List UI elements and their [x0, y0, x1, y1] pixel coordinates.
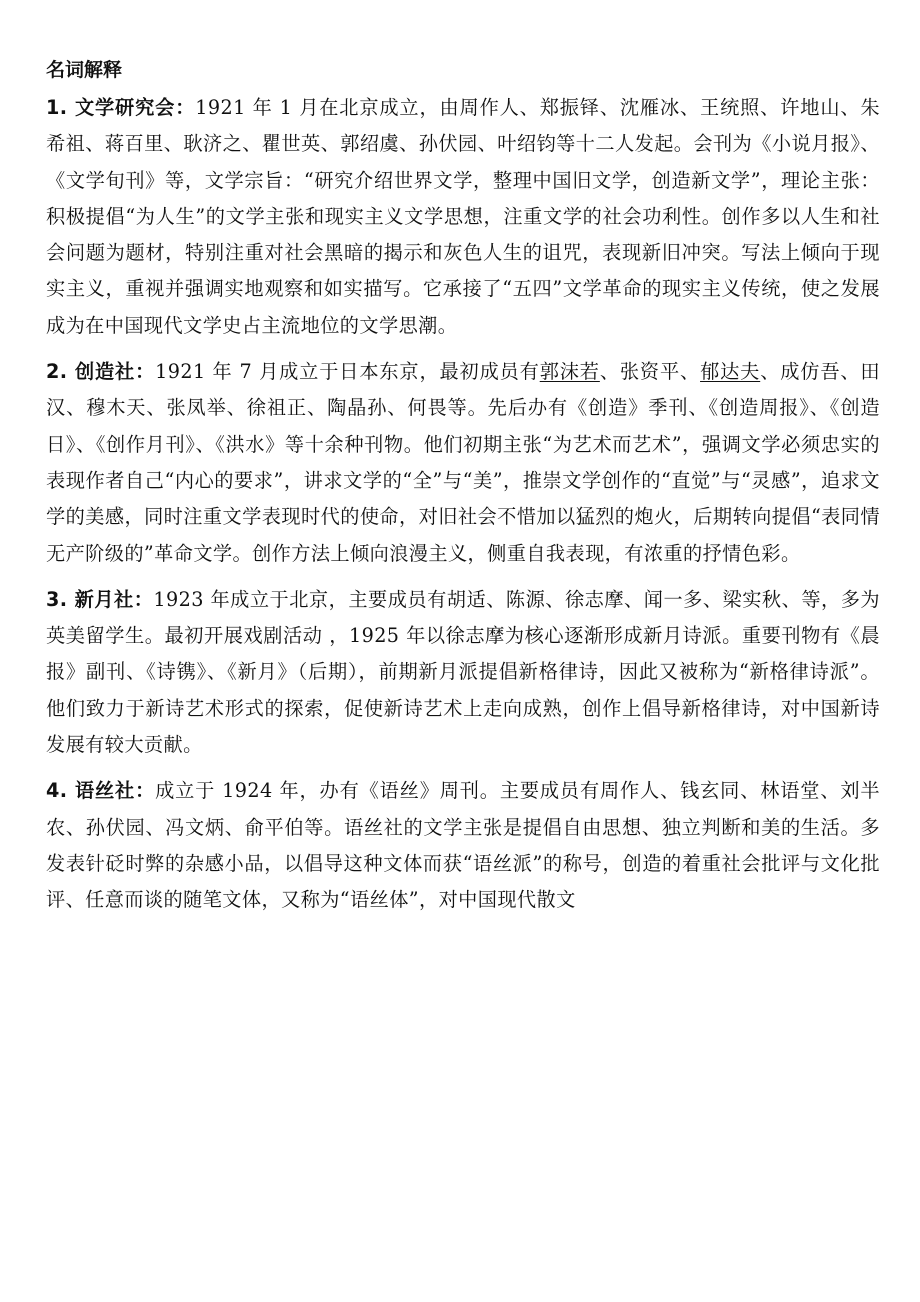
entry-separator: ： [135, 360, 156, 384]
entry-body: 1921 年 1 月在北京成立，由周作人、郑振铎、沈雁冰、王统照、许地山、朱希祖、蒋百里、耿济之、瞿世英、郭绍虞、孙伏园、叶绍钧等十二人发起。会刊为《小说月报》、《文学旬刊》等，文学宗旨：“研究介绍世界文学，整理中国旧文学，创造新文学”，理论主张：积极提倡“为人生”的文学主张和现实主义文学思想，注重文学的社会功利性。创作多以人生和社会问题为题材，特别注重对社会黑暗的揭示和灰色人生的诅咒，表现新旧冲突。写法上倾向于现实主义，重视并强调实地观察和如实描写。它承接了“五四”文学革命的现实主义传统，使之发展成为在中国现代文学史占主流地位的文学思潮。 [46, 96, 880, 337]
entry-heading: 1. 文学研究会 [46, 96, 176, 119]
entry-xinyueshe [46, 582, 880, 763]
entry-body-part: 、成仿吾、田汉、穆木天、张凤举、徐祖正、陶晶孙、何畏等。先后办有《创造》季刊、《创造周报》、《创造日》、《创作月刊》、《洪水》等十余种刊物。他们初期主张“为艺术而艺术”，强调文学必须忠实的表现作者自己“内心的要求”，讲求文学的“全”与“美”，推崇文学创作的“直觉”与“灵感”，追求文学的美感，同时注重文学表现时代的使命，对旧社会不惜加以猛烈的炮火，后期转向提倡“表同情无产阶级的”革命文学。创作方法上倾向浪漫主义，侧重自我表现，有浓重的抒情色彩。 [46, 360, 881, 565]
entry-heading: 3. 新月社 [46, 587, 134, 611]
entry-wenxue-yanjiuhui [46, 90, 880, 344]
entry-yusishe [46, 773, 880, 918]
entry-separator: ： [133, 587, 154, 611]
entry-body-part: 、张资平、 [599, 360, 701, 384]
entry-heading: 2. 创造社 [46, 360, 136, 384]
entry-body-part: 1921 年 7 月成立于日本东京，最初成员有 [155, 360, 540, 384]
document-page [46, 50, 880, 929]
entry-body: 成立于 1924 年，办有《语丝》周刊。主要成员有周作人、钱玄同、林语堂、刘半农、孙伏园、冯文炳、俞平伯等。语丝社的文学主张是提倡自由思想、独立判断和美的生活。多发表针砭时弊的杂感小品，以倡导这种文体而获“语丝派”的称号，创造的着重社会批评与文化批评、任意而谈的随笔文体，又称为“语丝体”，对中国现代散文 [46, 779, 880, 912]
entry-heading: 4. 语丝社 [46, 779, 136, 803]
entry-chuangzaoshe [46, 354, 880, 572]
entry-body: 1923 年成立于北京，主要成员有胡适、陈源、徐志摩、闻一多、梁实秋、等，多为英美留学生。最初开展戏剧活动 ，1925 年以徐志摩为核心逐渐形成新月诗派。重要刊物有《晨报》副刊、《诗镌》、《新月》（后期），前期新月派提倡新格律诗，因此又被称为“新格律诗派”。他们致力于新诗艺术形式的探索，促使新诗艺术上走向成熟，创作上倡导新格律诗，对中国新诗发展有较大贡献。 [46, 587, 880, 757]
page-title: 名词解释 [46, 59, 123, 81]
link-yu-dafu[interactable]: 郁达夫 [700, 360, 761, 384]
link-guo-moruo[interactable]: 郭沫若 [539, 360, 600, 384]
entry-separator: ： [135, 779, 156, 803]
entry-separator: ： [175, 96, 196, 119]
